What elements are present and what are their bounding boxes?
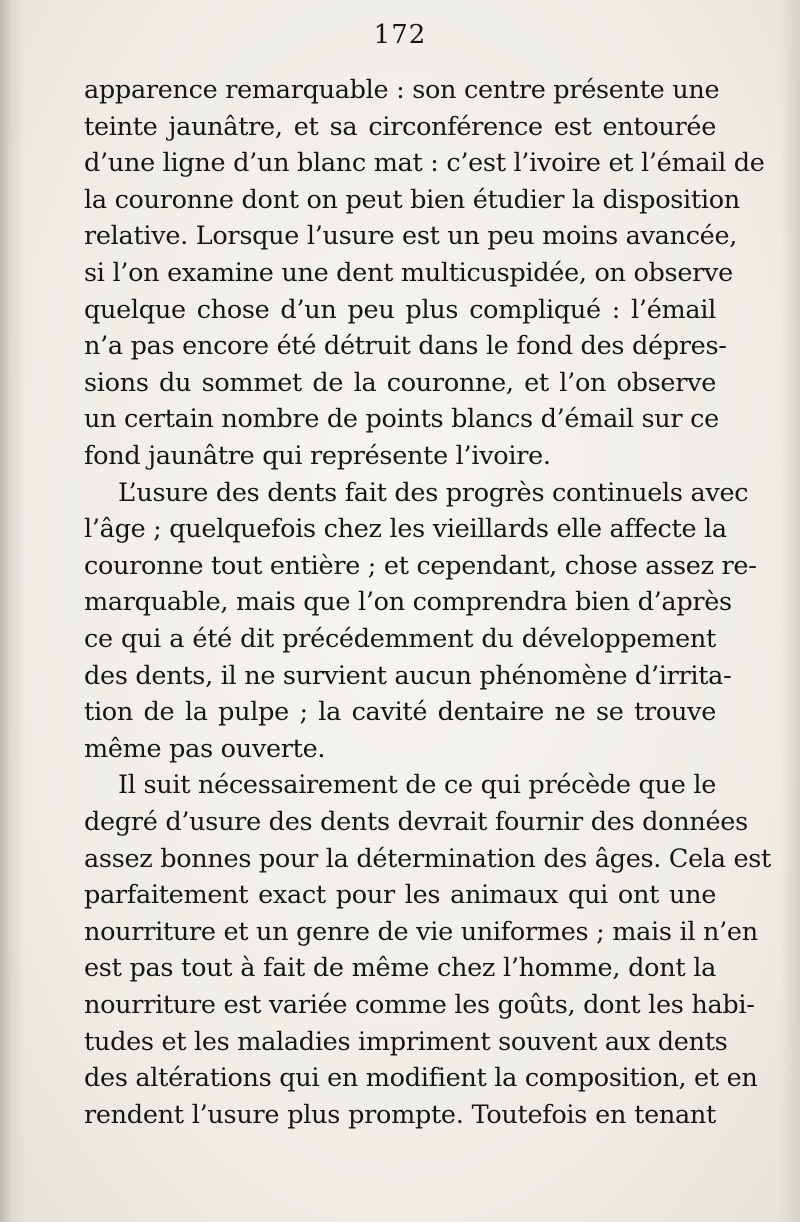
text-line: assez bonnes pour la détermination des âges. Cela est — [84, 843, 771, 874]
text-line: un certain nombre de points blancs d’émail sur ce — [84, 404, 719, 435]
text-line: tion de la pulpe ; la cavité dentaire ne se trouve — [84, 697, 716, 728]
text-line: tudes et les maladies impriment souvent aux dents — [84, 1026, 728, 1057]
text-line: d’une ligne d’un blanc mat : c’est l’ivoire et l’émail de — [84, 148, 765, 179]
text-line: L’usure des dents fait des progrès continuels avec — [118, 477, 749, 508]
text-line: couronne tout entière ; et cependant, chose assez re- — [84, 550, 757, 581]
page-edge-shadow — [780, 0, 800, 1222]
text-line: marquable, mais que l’on comprendra bien d’après — [84, 587, 732, 618]
text-line: des altérations qui en modifient la composition, et en — [84, 1063, 758, 1094]
text-line: n’a pas encore été détruit dans le fond des dépres- — [84, 331, 727, 362]
text-line: relative. Lorsque l’usure est un peu moins avancée, — [84, 221, 738, 252]
text-line: sions du sommet de la couronne, et l’on observe — [84, 367, 716, 398]
text-line: l’âge ; quelquefois chez les vieillards elle affecte la — [84, 514, 727, 545]
text-line: parfaitement exact pour les animaux qui ont une — [84, 880, 716, 911]
text-line: nourriture et un genre de vie uniformes ; mais il n’en — [84, 916, 758, 947]
text-line: nourriture est variée comme les goûts, dont les habi- — [84, 990, 755, 1020]
text-line: des dents, il ne survient aucun phénomène d’irrita- — [84, 660, 732, 691]
text-line: rendent l’usure plus prompte. Toutefois en tenant — [84, 1099, 716, 1130]
text-line: même pas ouverte. — [84, 733, 326, 764]
page-number: 172 — [373, 20, 427, 50]
text-line: si l’on examine une dent multicuspidée, on observe — [84, 258, 733, 288]
text-line: quelque chose d’un peu plus compliqué : l’émail — [84, 294, 716, 325]
text-line: ce qui a été dit précédemment du développement — [84, 624, 716, 654]
binding-shadow — [0, 0, 26, 1222]
text-line: est pas tout à fait de même chez l’homme, dont la — [84, 953, 716, 984]
text-line: Il suit nécessairement de ce qui précède que le — [118, 770, 716, 801]
text-line: la couronne dont on peut bien étudier la disposition — [84, 184, 740, 215]
text-line: teinte jaunâtre, et sa circonférence est entourée — [84, 111, 716, 142]
text-line: apparence remarquable : son centre présente une — [84, 75, 720, 105]
text-line: degré d’usure des dents devrait fournir des données — [84, 807, 748, 837]
text-line: fond jaunâtre qui représente l’ivoire. — [84, 441, 551, 471]
